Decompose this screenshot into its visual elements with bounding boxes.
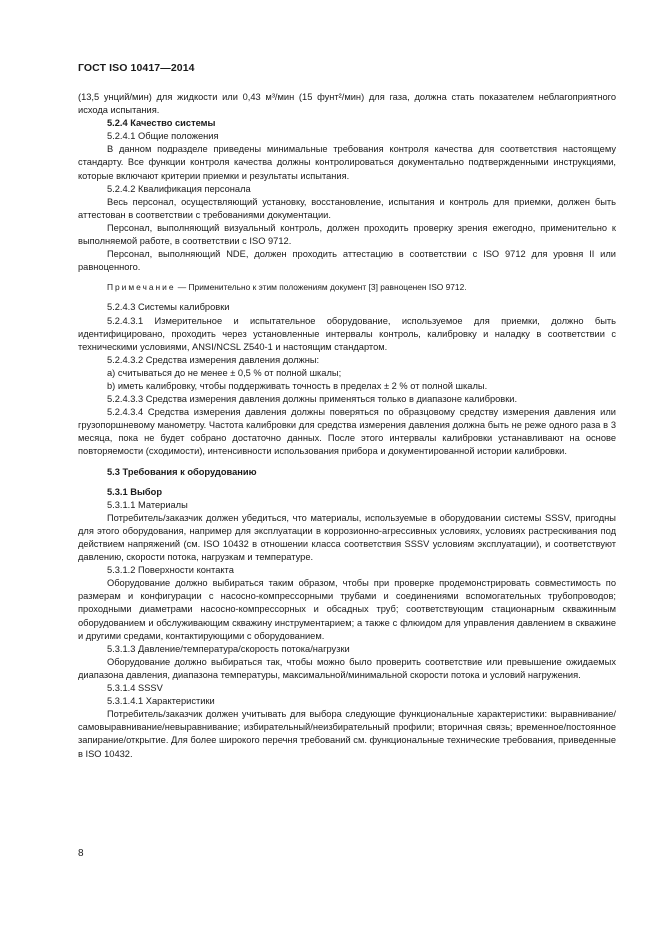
subsection-line: 5.2.4.2 Квалификация персонала <box>107 183 251 194</box>
subsection-line: b) иметь калибровку, чтобы поддерживать точность в пределах ± 2 % от полной шкалы. <box>107 380 488 391</box>
note-label: Примечание <box>107 282 176 293</box>
subsection-line: 5.3.1.4 SSSV <box>107 683 163 694</box>
note-text: — Применительно к этим положениям документ [3] равноценен ISO 9712. <box>175 282 467 293</box>
spacer <box>78 479 616 486</box>
paragraph: Оборудование должно выбираться таким образом, чтобы при проверке продемонстрировать совместимость по размерам и конфигурации с насосно-компрессорными трубами и соединениями вспомогательных трубопроводов; проходными диаметрами насосно-компрессорных и обсадных труб; соответствующим стационарным скважинным оборудованием и обслуживающим скважину инструментарием; а также с флюидом для управления давлением в скважине и другими средами, контактирующими с оборудованием. <box>78 578 616 641</box>
page-header: ГОСТ ISO 10417—2014 <box>78 62 195 74</box>
spacer <box>78 459 616 466</box>
subsection-line: 5.2.4.3.3 Средства измерения давления должны применяться только в диапазоне калибровки. <box>107 394 518 405</box>
paragraph: 5.2.4.3.1 Измерительное и испытательное оборудование, используемое для приемки, должно быть идентифицировано, проходить через установленные интервалы контроль, калибровку и наладку в соответствии с техническими условиями, ANSI/NCSL Z540-1 и настоящим стандартом. <box>78 315 616 352</box>
subsection-line: a) считываться до не менее ± 0,5 % от полной шкалы; <box>107 367 342 378</box>
subsection-line: 5.2.4.3.2 Средства измерения давления должны: <box>107 354 320 365</box>
section-heading: 5.3.1 Выбор <box>107 486 163 497</box>
section-heading: 5.3 Требования к оборудованию <box>107 466 257 477</box>
paragraph: (13,5 унций/мин) для жидкости или 0,43 м³/мин (15 фунт²/мин) для газа, должна стать показателем неблагоприятного исхода испытания. <box>78 92 616 116</box>
body-text <box>78 91 616 761</box>
paragraph: Персонал, выполняющий NDE, должен проходить аттестацию в соответствии с ISO 9712 для уровня II или равноценного. <box>78 249 616 273</box>
paragraph: Оборудование должно выбираться так, чтобы можно было проверить соответствие или превышение ожидаемых диапазона давления, диапазона температуры, максимальной/минимальной скорости потока и условий нагружения. <box>78 656 616 680</box>
subsection-line: 5.3.1.4.1 Характеристики <box>107 696 215 707</box>
note <box>78 281 616 294</box>
section-heading: 5.2.4 Качество системы <box>107 118 216 129</box>
subsection-line: 5.3.1.3 Давление/температура/скорость потока/нагрузки <box>107 643 350 654</box>
paragraph: 5.2.4.3.4 Средства измерения давления должны поверяться по образцовому средству измерения давления или грузопоршневому манометру. Частота калибровки для средства измерения давления должна быть не реже одного раза в 3 месяца, пока не будет собрано достаточно данных. После этого интервалы калибровки устанавливают на основе повторяемости (сходимости), интенсивности использования прибора и документированной истории калибровки. <box>78 407 616 457</box>
page-number: 8 <box>78 848 84 859</box>
paragraph: В данном подразделе приведены минимальные требования контроля качества для соответствия настоящему стандарту. Все функции контроля качества должны контролироваться документально подтвержденными инструкциями, которые включают критерии приемки и результаты испытания. <box>78 144 616 181</box>
subsection-line: 5.3.1.1 Материалы <box>107 499 188 510</box>
paragraph: Весь персонал, осуществляющий установку, восстановление, испытания и контроль для приемки, должен быть аттестован в соответствии с требованиями документации. <box>78 196 616 220</box>
subsection-line: 5.2.4.3 Системы калибровки <box>107 302 230 313</box>
paragraph: Персонал, выполняющий визуальный контроль, должен проходить проверку зрения ежегодно, применительно к выполняемой работе, в соответствии с ISO 9712. <box>78 222 616 247</box>
paragraph: Потребитель/заказчик должен учитывать для выбора следующие функциональные характеристики: выравнивание/самовыравнивание/невыравнивание; избирательный/неизбирательный профили; вторичная связь; временное/постоянное запирание/открытие. Для более широкого перечня требований см. функциональные технические требования, приведенные в ISO 10432. <box>78 709 616 759</box>
subsection-line: 5.2.4.1 Общие положения <box>107 131 219 142</box>
paragraph: Потребитель/заказчик должен убедиться, что материалы, используемые в оборудовании системы SSSV, пригодны для этого оборудования, например для эксплуатации в коррозионно-агрессивных условиях, условиях растрескивания под действием напряжений (см. ISO 10432 в отношении класса соответствия SSSV условиям эксплуатации), и соответствуют давлению, скорости потока, нагрузкам и температуре. <box>78 512 616 563</box>
subsection-line: 5.3.1.2 Поверхности контакта <box>107 565 234 576</box>
